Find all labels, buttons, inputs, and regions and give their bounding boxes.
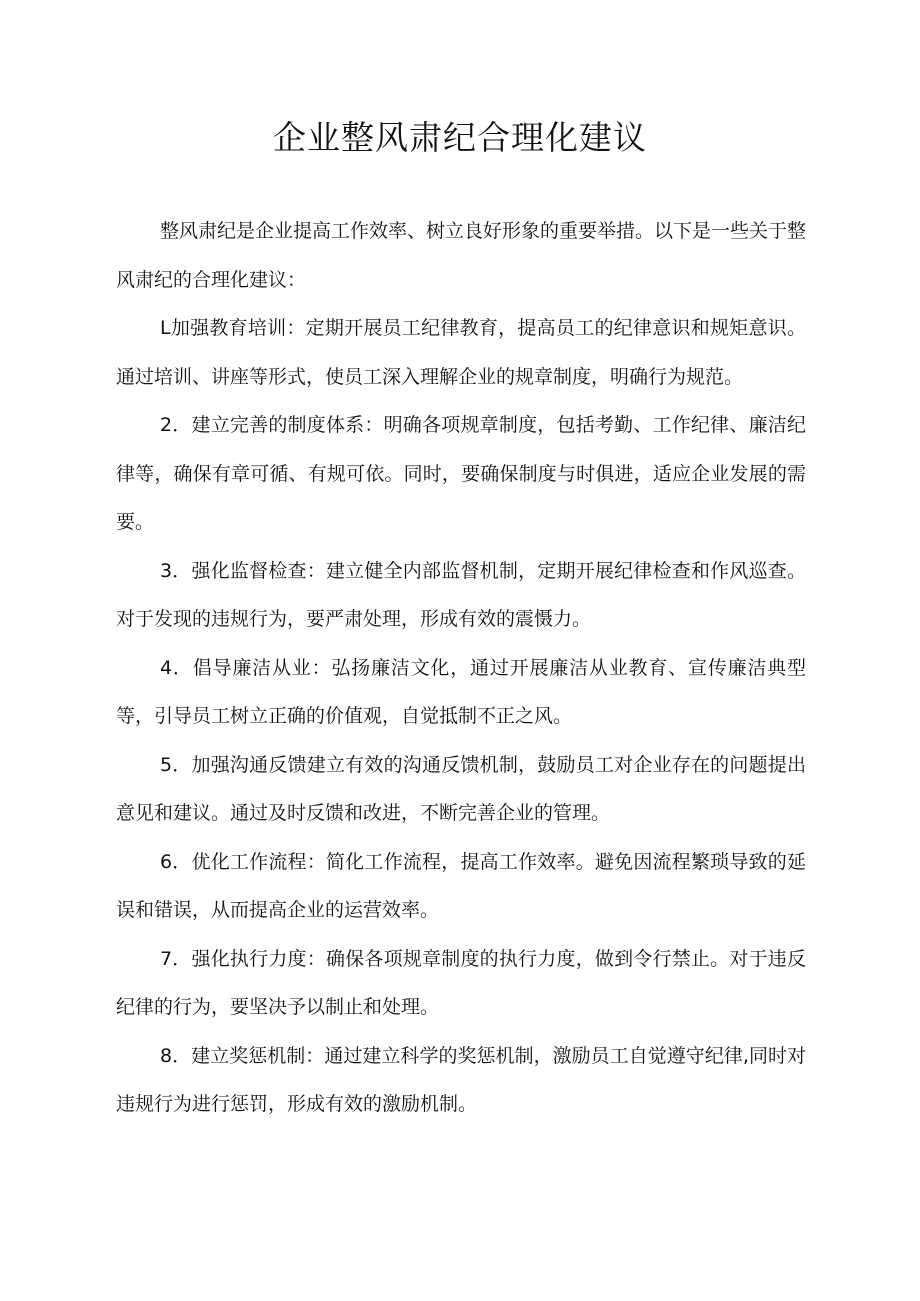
suggestion-2: 2．建立完善的制度体系：明确各项规章制度，包括考勤、工作纪律、廉洁纪律等，确保有章可循、有规可依。同时，要确保制度与时俱进，适应企业发展的需要。 (116, 414, 806, 533)
document-body (116, 207, 806, 1129)
suggestion-1: L加强教育培训：定期开展员工纪律教育，提高员工的纪律意识和规矩意识。通过培训、讲座等形式，使员工深入理解企业的规章制度，明确行为规范。 (116, 317, 806, 388)
suggestion-7: 7．强化执行力度：确保各项规章制度的执行力度，做到令行禁止。对于违反纪律的行为，要坚决予以制止和处理。 (116, 947, 806, 1018)
document-title: 企业整风肃纪合理化建议 (273, 118, 647, 157)
suggestion-3: 3．强化监督检查：建立健全内部监督机制，定期开展纪律检查和作风巡查。对于发现的违规行为，要严肃处理，形成有效的震慑力。 (116, 559, 806, 630)
suggestion-6: 6．优化工作流程：简化工作流程，提高工作效率。避免因流程繁琐导致的延误和错误，从而提高企业的运营效率。 (116, 850, 806, 921)
intro-paragraph: 整风肃纪是企业提高工作效率、树立良好形象的重要举措。以下是一些关于整风肃纪的合理化建议： (116, 220, 807, 291)
suggestion-4: 4．倡导廉洁从业：弘扬廉洁文化，通过开展廉洁从业教育、宣传廉洁典型等，引导员工树立正确的价值观，自觉抵制不正之风。 (116, 656, 806, 727)
suggestion-5: 5．加强沟通反馈建立有效的沟通反馈机制，鼓励员工对企业存在的问题提出意见和建议。通过及时反馈和改进，不断完善企业的管理。 (116, 753, 806, 824)
suggestion-8: 8．建立奖惩机制：通过建立科学的奖惩机制，激励员工自觉遵守纪律,同时对违规行为进行惩罚，形成有效的激励机制。 (116, 1044, 806, 1115)
